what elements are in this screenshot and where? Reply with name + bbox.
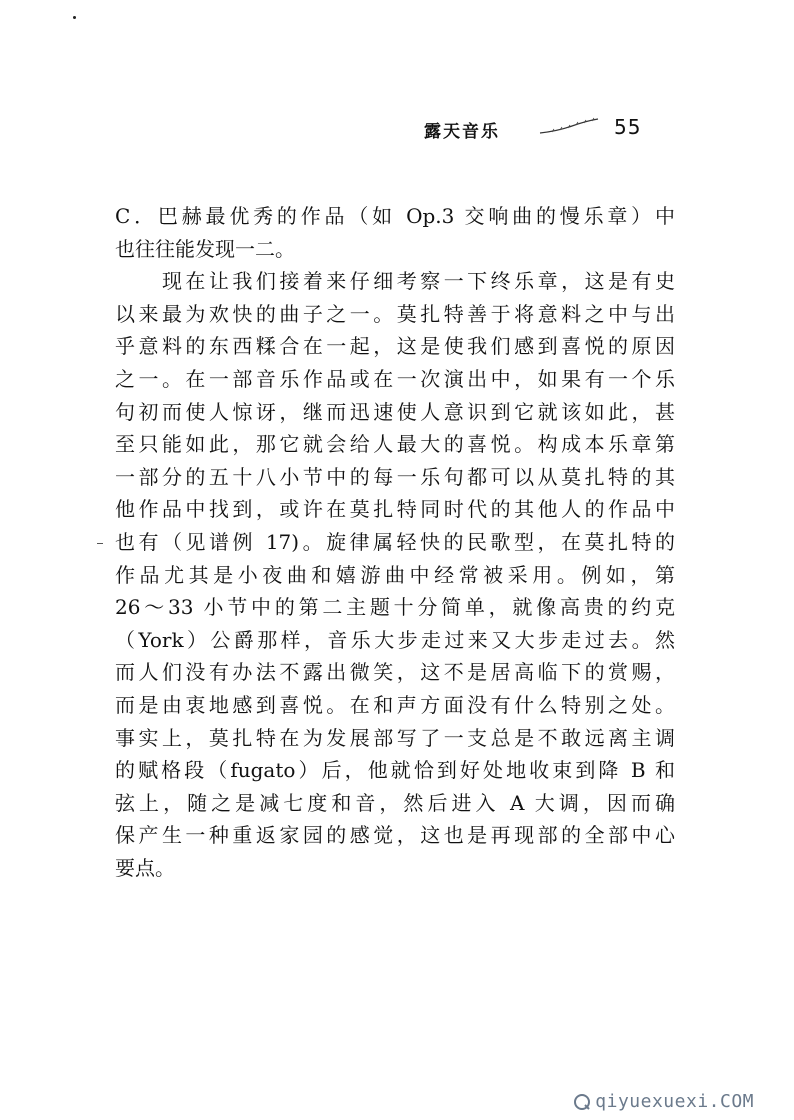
- watermark-text: qiyuexuexi.COM: [595, 1091, 754, 1112]
- text-line: 一部分的五十八小节中的每一乐句都可以从莫扎特的其: [115, 464, 675, 489]
- text-line: 而人们没有办法不露出微笑，这不是居高临下的赏赐，: [115, 660, 675, 685]
- text-line: 至只能如此，那它就会给人最大的喜悦。构成本乐章第: [115, 432, 675, 457]
- text-line: 保产生一种重返家园的感觉，这也是再现部的全部中心: [115, 823, 675, 848]
- text-line: 以来最为欢快的曲子之一。莫扎特善于将意料之中与出: [115, 301, 675, 326]
- text-line: 事实上，莫扎特在为发展部写了一支总是不敢远离主调: [115, 725, 675, 750]
- text-line: C．巴赫最优秀的作品（如 Op.3 交响曲的慢乐章）中: [115, 204, 675, 228]
- text-line: 也有（见谱例 17)。旋律属轻快的民歌型，在莫扎特的: [115, 529, 675, 554]
- corner-speck: [73, 16, 76, 19]
- text-line: （York）公爵那样，音乐大步走过来又大步走过去。然: [115, 627, 675, 652]
- body-paragraphs: [115, 200, 675, 884]
- page-number: 55: [614, 115, 642, 139]
- site-watermark: [573, 1091, 754, 1112]
- margin-tick: [97, 543, 103, 544]
- running-header-title: 露天音乐: [424, 122, 500, 142]
- text-line: 26～33 小节中的第二主题十分简单，就像高贵的约克: [115, 595, 675, 620]
- text-line: 弦上，随之是减七度和音，然后进入 A 大调，因而确: [115, 790, 675, 815]
- running-header: [424, 113, 654, 141]
- header-ornament-icon: [538, 117, 600, 137]
- text-line: 他作品中找到，或许在莫扎特同时代的其他人的作品中: [115, 497, 675, 522]
- text-line: 之一。在一部音乐作品或在一次演出中，如果有一个乐: [115, 366, 675, 391]
- text-line: 的赋格段（fugato）后，他就恰到好处地收束到降 B 和: [115, 758, 675, 783]
- text-line: 乎意料的东西糅合在一起，这是使我们感到喜悦的原因: [115, 334, 675, 359]
- text-line: 也往往能发现一二。: [115, 236, 295, 261]
- text-line: 而是由衷地感到喜悦。在和声方面没有什么特别之处。: [115, 692, 675, 717]
- text-line: 句初而使人惊讶，继而迅速使人意识到它就该如此，甚: [115, 399, 675, 424]
- text-line: 作品尤其是小夜曲和嬉游曲中经常被采用。例如，第: [115, 562, 675, 587]
- qiyue-logo-icon: [573, 1093, 591, 1111]
- text-line: 要点。: [115, 855, 175, 880]
- text-line: 现在让我们接着来仔细考察一下终乐章，这是有史: [115, 269, 675, 294]
